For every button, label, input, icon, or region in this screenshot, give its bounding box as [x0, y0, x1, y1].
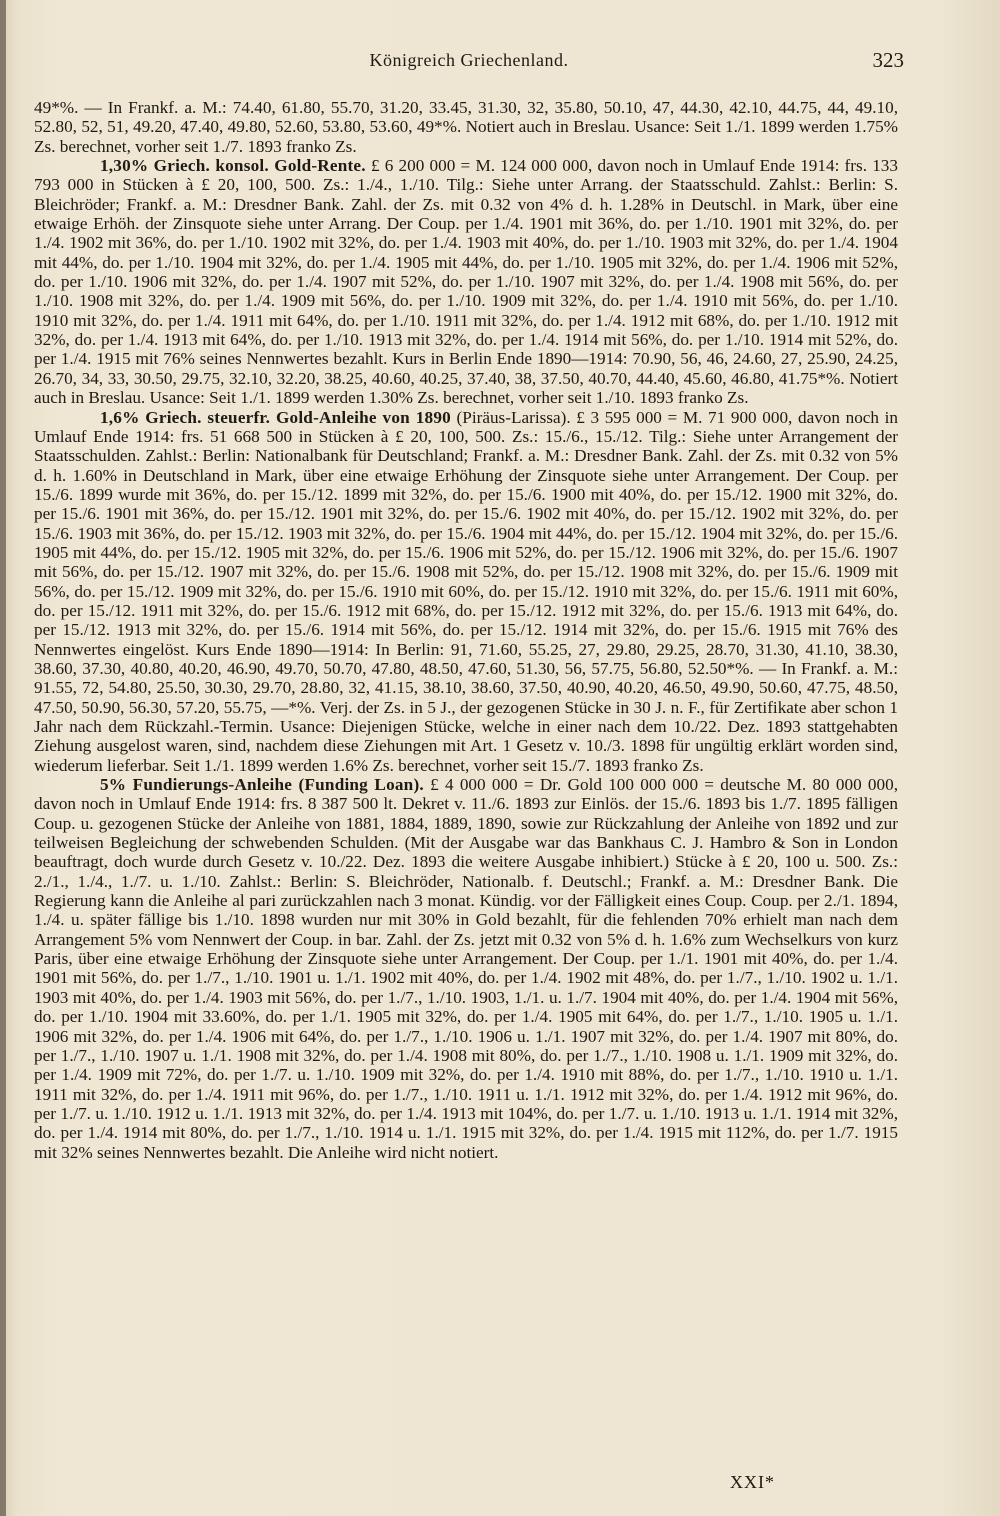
entry-heading: 5% Fundierungs-Anleihe (Funding Loan). [100, 775, 424, 795]
page-title: Königreich Griechenland. [369, 50, 569, 70]
book-spine-shadow [0, 0, 6, 1516]
paragraph-text: £ 4 000 000 = Dr. Gold 100 000 000 = deutsche M. 80 000 000, davon noch in Umlauf Ende 1914: frs. 8 387 500 lt. Dekret v. 11./6. 1893 zur Einlös. der 15./6. 1893 bis 1./7. 1895 fälligen Coup. u. gezogenen Stücke der Anleihe von 1881, 1884, 1889, 1890, sowie zur Rückzahlung der Anleihe von 1892 und zur teilweisen Begleichung der schwebenden Schulden. (Mit der Ausgabe war das Bankhaus C. J. Hambro & Son in London beauftragt, doch wurde durch Gesetz v. 10./22. Dez. 1893 die weitere Ausgabe inhibiert.) Stücke à £ 20, 100 u. 500. Zs.: 2./1., 1./4., 1./7. u. 1./10. Zahlst.: Berlin: S. Bleichröder, Nationalb. f. Deutschl.; Frankf. a. M.: Dresdner Bank. Die Regierung kann die Anleihe al pari zurückzahlen nach 3 monat. Kündig. vor der Fälligkeit eines Coup. Coup. per 2./1. 1894, 1./4. u. später fällige bis 1./10. 1898 wurden nur mit 30% in Gold bezahlt, für die fehlenden 70% erhielt man nach dem Arrangement 5% vom Nennwert der Coup. in bar. Zahl. der Zs. jetzt mit 0.32 von 5% d. h. 1.6% zum Wechselkurs von kurz Paris, über eine etwaige Erhöhung der Zinsquote siehe unter Arrangement. Der Coup. per 1./1. 1901 mit 40%, do. per 1./4. 1901 mit 56%, do. per 1./7., 1./10. 1901 u. 1./1. 1902 mit 40%, do. per 1./4. 1902 mit 48%, do. per 1./7., 1./10. 1902 u. 1./1. 1903 mit 40%, do. per 1./4. 1903 mit 56%, do. per 1./7., 1./10. 1903, 1./1. u. 1./7. 1904 mit 40%, do. per 1./4. 1904 mit 56%, do. per 1./10. 1904 mit 33.60%, do. per 1./1. 1905 mit 32%, do. per 1./4. 1905 mit 64%, do. per 1./7., 1./10. 1905 u. 1./1. 1906 mit 32%, do. per 1./4. 1906 mit 64%, do. per 1./7., 1./10. 1906 u. 1./1. 1907 mit 32%, do. per 1./4. 1907 mit 80%, do. per 1./7., 1./10. 1907 u. 1./1. 1908 mit 32%, do. per 1./4. 1908 mit 80%, do. per 1./7., 1./10. 1908 u. 1./1. 1909 mit 32%, do. per 1./4. 1909 mit 72%, do. per 1./7. u. 1./10. 1909 mit 32%, do. per 1./4. 1910 mit 88%, do. per 1./7., 1./10. 1910 u. 1./1. 1911 mit 32%, do. per 1./4. 1911 mit 96%, do. per 1./7., 1./10. 1911 u. 1./1. 1912 mit 32%, do. per 1./4. 1912 mit 96%, do. per 1./7. u. 1./10. 1912 u. 1./1. 1913 mit 32%, do. per 1./4. 1913 mit 104%, do. per 1./7. u. 1./10. 1913 u. 1./1. 1914 mit 32%, do. per 1./4. 1914 mit 80%, do. per 1./7., 1./10. 1914 u. 1./1. 1915 mit 32%, do. per 1./4. 1915 mit 112%, do. per 1./7. 1915 mit 32% seines Nennwertes bezahlt. Die Anleihe wird nicht notiert. [34, 775, 898, 1162]
page-body [34, 98, 898, 1162]
paragraph-funding-loan [34, 775, 898, 1162]
paragraph-continuation [34, 98, 898, 156]
running-header [34, 48, 904, 78]
signature-mark: XXI* [730, 1472, 775, 1492]
paragraph-gold-anleihe-1890 [34, 408, 898, 776]
paragraph-text: (Piräus-Larissa). £ 3 595 000 = M. 71 900 000, davon noch in Umlauf Ende 1914: frs. 51 668 500 in Stücken à £ 20, 100, 500. Zs.: 15./6., 15./12. Tilg.: Siehe unter Arrangement der Staatsschulden. Zahlst.: Berlin: Nationalbank für Deutschland; Frankf. a. M.: Dresdner Bank. Zahl. der Zs. mit 0.32 von 5% d. h. 1.60% in Deutschland in Mark, über eine etwaige Erhöhung der Zinsquote siehe unter Arrangement. Der Coup. per 15./6. 1899 wurde mit 36%, do. per 15./12. 1899 mit 32%, do. per 15./6. 1900 mit 40%, do. per 15./12. 1900 mit 32%, do. per 15./6. 1901 mit 36%, do. per 15./12. 1901 mit 32%, do. per 15./6. 1902 mit 40%, do. per 15./12. 1902 mit 32%, do. per 15./6. 1903 mit 36%, do. per 15./12. 1903 mit 32%, do. per 15./6. 1904 mit 44%, do. per 15./12. 1904 mit 32%, do. per 15./6. 1905 mit 44%, do. per 15./12. 1905 mit 32%, do. per 15./6. 1906 mit 52%, do. per 15./12. 1906 mit 32%, do. per 15./6. 1907 mit 56%, do. per 15./12. 1907 mit 32%, do. per 15./6. 1908 mit 52%, do. per 15./12. 1908 mit 32%, do. per 15./6. 1909 mit 56%, do. per 15./12. 1909 mit 32%, do. per 15./6. 1910 mit 60%, do. per 15./12. 1910 mit 32%, do. per 15./6. 1911 mit 60%, do. per 15./12. 1911 mit 32%, do. per 15./6. 1912 mit 68%, do. per 15./12. 1912 mit 32%, do. per 15./6. 1913 mit 64%, do. per 15./12. 1913 mit 32%, do. per 15./6. 1914 mit 56%, do. per 15./12. 1914 mit 32%, do. per 15./6. 1915 mit 76% des Nennwertes eingelöst. Kurs Ende 1890—1914: In Berlin: 91, 71.60, 55.25, 27, 29.80, 29.25, 28.70, 31.30, 41.10, 38.30, 38.60, 37.30, 40.80, 40.20, 46.90, 49.70, 50.70, 47.80, 48.50, 47.60, 51.30, 56, 57.75, 56.80, 52.50*%. — In Frankf. a. M.: 91.55, 72, 54.80, 25.50, 30.30, 29.70, 28.80, 32, 41.15, 38.10, 38.60, 37.50, 40.90, 40.20, 46.50, 49.90, 50.60, 47.75, 48.50, 47.50, 50.90, 56.30, 57.20, 55.75, —*%. Verj. der Zs. in 5 J., der gezogenen Stücke in 30 J. n. F., für Zertifikate aber schon 1 Jahr nach dem Rückzahl.-Termin. Usance: Diejenigen Stücke, welche in einer nach dem 10./22. Dez. 1893 stattgehabten Ziehung ausgelost waren, sind, nachdem diese Ziehungen mit Art. 1 Gesetz v. 10./3. 1898 für ungültig erklärt worden sind, wiederum lieferbar. Seit 1./1. 1899 werden 1.6% Zs. berechnet, vorher seit 15./7. 1893 franko Zs. [34, 407, 899, 775]
page-number: 323 [872, 48, 904, 72]
paragraph-text: 49*%. — In Frankf. a. M.: 74.40, 61.80, 55.70, 31.20, 33.45, 31.30, 32, 35.80, 50.10, 47, 44.30, 42.10, 44.75, 44, 49.10, 52.80, 52, 51, 49.20, 47.40, 49.80, 52.60, 53.80, 53.60, 49*%. Notiert auch in Breslau. Usance: Seit 1./1. 1899 werden 1.75% Zs. berechnet, vorher seit 1./7. 1893 franko Zs. [34, 98, 898, 156]
paragraph-gold-rente [34, 156, 898, 407]
paragraph-text: £ 6 200 000 = M. 124 000 000, davon noch in Umlauf Ende 1914: frs. 133 793 000 in Stücken à £ 20, 100, 500. Zs.: 1./4., 1./10. Tilg.: Siehe unter Arrang. der Staatsschuld. Zahlst.: Berlin: S. Bleichröder; Frankf. a. M.: Dresdner Bank. Zahl. der Zs. mit 0.32 von 4% d. h. 1.28% in Deutschl. in Mark, über eine etwaige Erhöh. der Zinsquote siehe unter Arrang. Der Coup. per 1./4. 1901 mit 36%, do. per 1./10. 1901 mit 32%, do. per 1./4. 1902 mit 36%, do. per 1./10. 1902 mit 32%, do. per 1./4. 1903 mit 40%, do. per 1./10. 1903 mit 32%, do. per 1./4. 1904 mit 44%, do. per 1./10. 1904 mit 32%, do. per 1./4. 1905 mit 44%, do. per 1./10. 1905 mit 32%, do. per 1./4. 1906 mit 52%, do. per 1./10. 1906 mit 32%, do. per 1./4. 1907 mit 52%, do. per 1./10. 1907 mit 32%, do. per 1./4. 1908 mit 56%, do. per 1./10. 1908 mit 32%, do. per 1./4. 1909 mit 56%, do. per 1./10. 1909 mit 32%, do. per 1./4. 1910 mit 56%, do. per 1./10. 1910 mit 32%, do. per 1./4. 1911 mit 64%, do. per 1./10. 1911 mit 32%, do. per 1./4. 1912 mit 68%, do. per 1./10. 1912 mit 32%, do. per 1./4. 1913 mit 64%, do. per 1./10. 1913 mit 32%, do. per 1./4. 1914 mit 56%, do. per 1./10. 1914 mit 52%, do. per 1./4. 1915 mit 76% seines Nennwertes bezahlt. Kurs in Berlin Ende 1890—1914: 70.90, 56, 46, 24.60, 27, 25.90, 24.25, 26.70, 34, 33, 30.50, 29.75, 32.10, 32.20, 38.25, 40.60, 40.25, 37.40, 38, 37.50, 40.70, 44.40, 45.60, 46.80, 41.75*%. Notiert auch in Breslau. Usance: Seit 1./1. 1899 werden 1.30% Zs. berechnet, vorher seit 1./10. 1893 franko Zs. [34, 156, 898, 408]
entry-heading: 1,30% Griech. konsol. Gold-Rente. [100, 156, 366, 176]
entry-heading: 1,6% Griech. steuerfr. Gold-Anleihe von 1890 [100, 407, 451, 427]
